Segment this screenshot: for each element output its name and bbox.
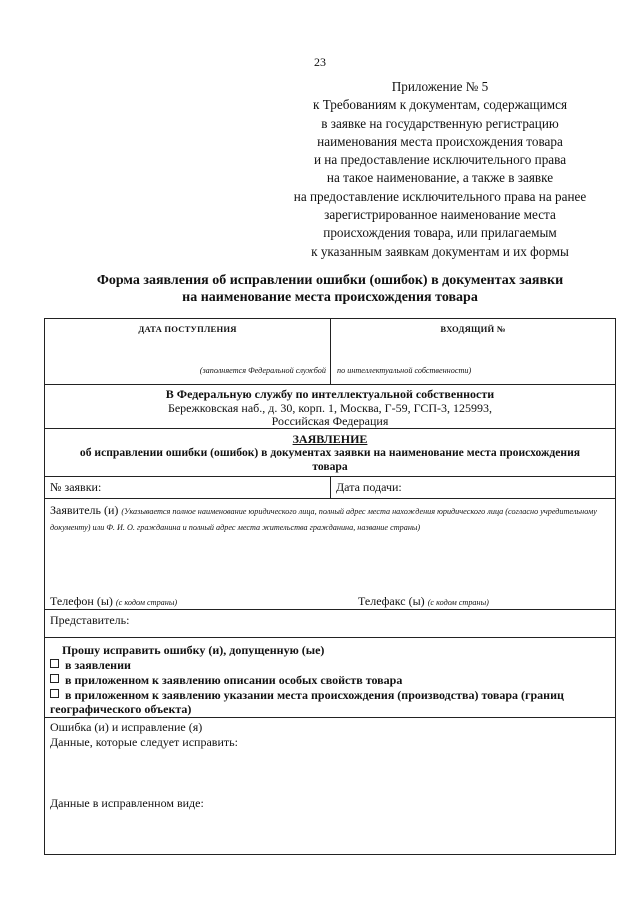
- option-description[interactable]: [50, 673, 402, 688]
- appendix-line: в заявке на государственную регистрацию: [321, 115, 559, 131]
- appendix-line: на такое наименование, а также в заявке: [326, 170, 554, 186]
- appendix-line: и на предоставление исключительного права: [313, 152, 567, 168]
- option-origin-place[interactable]: [50, 688, 564, 703]
- appendix-line: зарегистрированное наименование места: [324, 207, 556, 223]
- option-label: в приложенном к заявлению описании особых свойств товара: [65, 673, 403, 687]
- appendix-line: на предоставление исключительного права на ранее: [293, 188, 587, 204]
- option-label: в заявлении: [65, 658, 131, 672]
- filled-by-note-right: по интеллектуальной собственности): [337, 366, 472, 375]
- appendix-line: наименования места происхождения товара: [317, 133, 563, 149]
- fax-hint: (с кодом страны): [427, 598, 489, 607]
- request-block: [45, 638, 615, 718]
- addressee-line-3: Российская Федерация: [271, 414, 389, 428]
- column-divider: [330, 477, 331, 498]
- appendix-header: [270, 78, 610, 261]
- addressee-block: [45, 385, 615, 429]
- corrected-data-label: Данные в исправленном виде:: [50, 796, 204, 810]
- representative-row[interactable]: [45, 610, 615, 638]
- application-number-row: [45, 477, 615, 499]
- addressee-line-1: В Федеральную службу по интеллектуальной собственности: [165, 387, 495, 401]
- checkbox[interactable]: [50, 659, 59, 668]
- statement-block: [45, 429, 615, 477]
- appendix-line: к указанным заявкам документам и их формы: [311, 243, 569, 259]
- applicant-label: Заявитель (и): [50, 503, 119, 517]
- option-application[interactable]: [50, 658, 131, 673]
- option-origin-place-cont: географического объекта): [50, 702, 192, 716]
- filing-date-field[interactable]: Дата подачи:: [336, 480, 402, 494]
- addressee-line-2: Бережковская наб., д. 30, корп. 1, Москва, Г-59, ГСП-3, 125993,: [167, 401, 493, 415]
- representative-label: Представитель:: [50, 613, 130, 627]
- statement-title: ЗАЯВЛЕНИЕ: [292, 432, 368, 446]
- applicant-label-text: [50, 503, 610, 535]
- checkbox[interactable]: [50, 689, 59, 698]
- application-form: [44, 318, 616, 855]
- request-heading: Прошу исправить ошибку (и), допущенную (ые): [62, 643, 325, 657]
- form-title: [40, 272, 620, 306]
- appendix-line: к Требованиям к документам, содержащимся: [312, 97, 568, 113]
- fax-field[interactable]: [358, 594, 489, 609]
- receipt-date-label: ДАТА ПОСТУПЛЕНИЯ: [138, 324, 237, 334]
- fax-label: Телефакс (ы): [358, 594, 425, 608]
- option-label: в приложенном к заявлению указании места происхождения (производства) товара (границ: [65, 688, 564, 702]
- applicant-block[interactable]: [45, 499, 615, 610]
- phone-label: Телефон (ы): [50, 594, 113, 608]
- appendix-line: происхождения товара, или прилагаемым: [323, 225, 557, 241]
- errors-label: Ошибка (и) и исправление (я): [50, 720, 203, 734]
- checkbox[interactable]: [50, 674, 59, 683]
- statement-subtitle-cont: товара: [312, 460, 348, 473]
- errors-block[interactable]: [45, 718, 615, 854]
- filled-by-note-left: (заполняется Федеральной службой: [199, 366, 326, 375]
- application-number-field[interactable]: № заявки:: [50, 480, 102, 494]
- applicant-hint: (Указывается полное наименование юридического лица, полный адрес места нахождения юридического лица (согласно учредительному документу) или Ф. И. О. гражданина и полный адрес места жительства гражданина, название страны): [50, 507, 597, 532]
- phone-hint: (с кодом страны): [115, 598, 178, 607]
- incoming-number-label: ВХОДЯЩИЙ №: [440, 324, 506, 334]
- phone-field[interactable]: [50, 594, 177, 609]
- data-to-fix-label: Данные, которые следует исправить:: [50, 735, 238, 749]
- receipt-row: [45, 319, 615, 385]
- statement-subtitle: об исправлении ошибки (ошибок) в документах заявки на наименование места происхождения: [79, 446, 581, 459]
- form-title-line-2: на наименование места происхождения товара: [182, 290, 478, 305]
- appendix-line: Приложение № 5: [391, 79, 489, 94]
- form-title-line-1: Форма заявления об исправлении ошибки (ошибок) в документах заявки: [96, 273, 564, 288]
- page-number: 23: [314, 55, 326, 69]
